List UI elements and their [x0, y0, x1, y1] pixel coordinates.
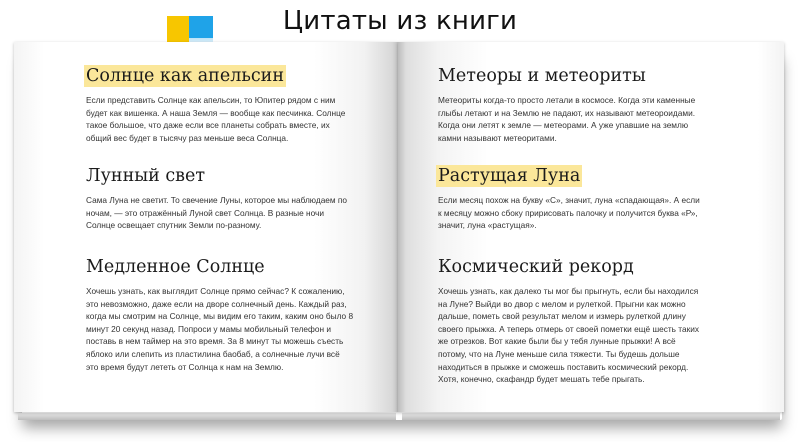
text-line: потому, что на Луне меньше сила тяжести. Ты будешь дольше	[438, 348, 680, 359]
text-line: к месяцу можно сбоку пририсовать палочку и получится буква «Р»,	[438, 207, 698, 218]
section-slow-sun	[86, 256, 353, 373]
section-text	[438, 194, 700, 232]
text-line: яблоко или слепить из пластилина баобаб, а солнечные лучи всё	[86, 348, 340, 359]
text-line: Если месяц похож на букву «С», значит, луна «спадающая». А если	[438, 195, 700, 205]
section-text	[438, 94, 695, 144]
text-line: Метеориты когда-то просто летали в космосе. Когда эти каменные	[438, 95, 696, 105]
section-text	[86, 194, 347, 232]
section-heading: Солнце как апельсин	[86, 66, 284, 86]
section-heading: Медленное Солнце	[86, 257, 265, 277]
section-heading: Лунный свет	[86, 166, 206, 186]
page-title: Цитаты из книги	[282, 6, 518, 36]
text-line: Сама Луна не светит. То свечение Луны, которое мы наблюдаем по	[86, 195, 348, 205]
text-line: минут 20 секунд назад. Попроси у мамы мобильный телефон и	[86, 323, 331, 334]
left-page	[14, 42, 398, 412]
open-book	[14, 42, 786, 414]
section-text	[86, 94, 345, 144]
text-line: Хочешь узнать, как далеко ты мог бы прыгнуть, если бы находился	[438, 286, 699, 296]
text-line: своего прыжка. А теперь отмерь от своей пометки ещё шесть таких	[438, 323, 700, 334]
section-text	[438, 285, 699, 386]
text-line: когда мы смотрим на Солнце, мы видим его таким, каким оно было 8	[86, 311, 354, 322]
text-line: значит, луна «растущая».	[438, 220, 537, 231]
text-line: Солнце освещает спутник Земли по-разному.	[86, 220, 262, 231]
section-text	[86, 285, 353, 373]
text-line: находиться в прыжке и сможешь поставить космический рекорд.	[438, 361, 689, 372]
text-line: Когда они летят к земле — метеорами. А уже упавшие на землю	[438, 120, 689, 131]
text-line: поставь в нем таймер на это время. За 8 минут ты можешь съесть	[86, 336, 344, 347]
section-meteors	[438, 65, 695, 144]
text-line: глыбы летают и на Землю не падают, их называют метеороидами.	[438, 107, 696, 118]
section-space-record	[438, 256, 699, 386]
section-sun-orange	[86, 65, 345, 144]
section-growing-moon	[438, 165, 700, 232]
right-page	[398, 42, 784, 412]
section-heading: Метеоры и метеориты	[438, 66, 646, 86]
text-line: на Луне? Выйди во двор с мелом и рулеткой. Прыгни как можно	[438, 298, 686, 309]
text-line: дальше, пометь свой результат мелом и измерь рулеткой длину	[438, 311, 686, 322]
section-heading: Космический рекорд	[438, 257, 634, 277]
text-line: же отрезков. Вот какие были бы у тебя лунные прыжки! А всё	[438, 336, 676, 347]
section-heading: Растущая Луна	[438, 166, 581, 186]
text-line: это время будут лететь от Солнца к нам на Землю.	[86, 361, 284, 372]
text-line: ночам, — это отражённый Луной свет Солнца. В разные ночи	[86, 207, 325, 218]
right-page-edge	[402, 413, 780, 420]
text-line: камни называют метеоритами.	[438, 132, 557, 143]
text-line: Хотя, конечно, скафандр будет мешать тебе прыгать.	[438, 374, 645, 385]
text-line: это невозможно, даже если на дворе солнечный день. Каждый раз,	[86, 298, 347, 309]
section-moonlight	[86, 165, 347, 232]
text-line: общий вес будет в тысячу раз меньше веса Солнца.	[86, 132, 289, 143]
left-page-edge	[18, 413, 396, 420]
text-line: Если представить Солнце как апельсин, то Юпитер рядом с ним	[86, 95, 336, 105]
text-line: будет как вишенка. А наша Земля — вообще как песчинка. Солнце	[86, 107, 346, 118]
text-line: Хочешь узнать, как выглядит Солнце прямо сейчас? К сожалению,	[86, 286, 345, 296]
text-line: такое большое, что даже если все планеты собрать вместе, их	[86, 120, 330, 131]
